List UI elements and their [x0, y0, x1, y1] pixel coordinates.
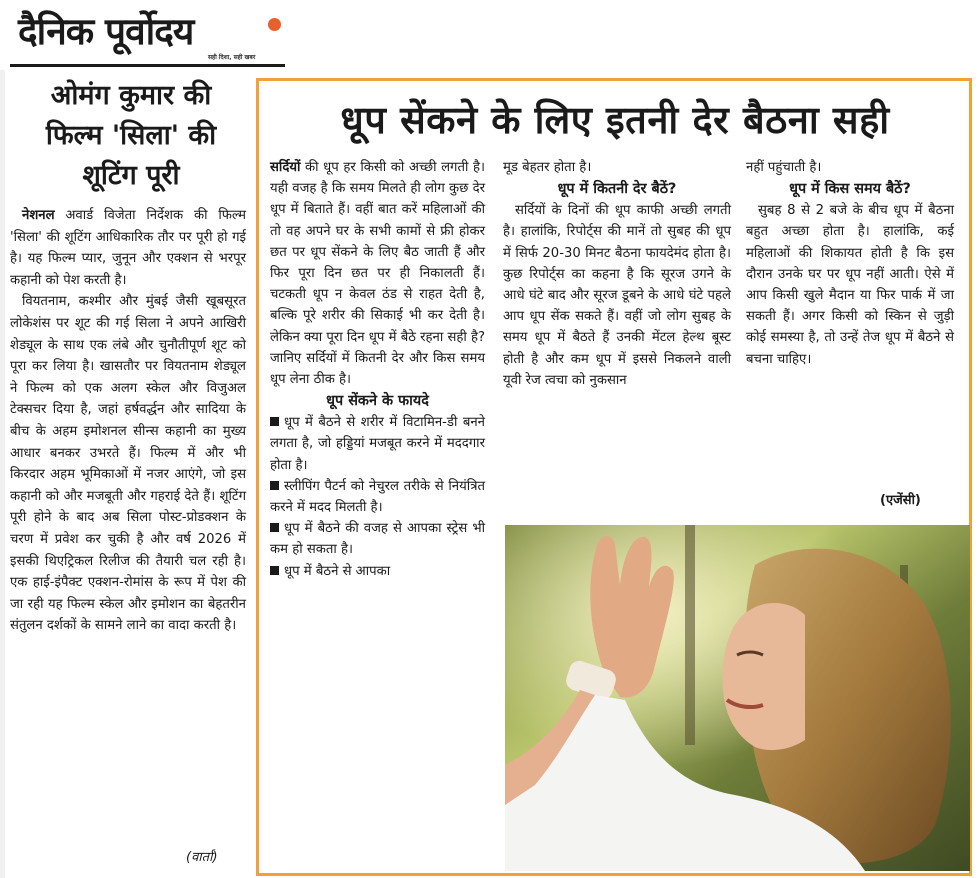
benefit-text: धूप में बैठने की वजह से आपका स्ट्रेस भी कम हो सकता है। — [270, 521, 485, 558]
benefit-item — [270, 476, 485, 518]
benefit-text: धूप में बैठने से आपका — [284, 563, 391, 579]
left-story-para: वियतनाम, कश्मीर और मुंबई जैसी खूबसूरत लोकेशंस पर शूट की गई सिला ने अपने आखिरी शेड्यूल के साथ एक लंबे और चुनौतीपूर्ण शूट को पूरा कर लिया है। खासतौर पर वियतनाम शेड्यूल ने फिल्म को एक अलग स्केल और विजुअल टेक्सचर दिया है, जहां हर्षवर्द्धन और सादिया के बीच के अहम इमोशनल सीन्स कहानी का मुख्य आधार बनकर उभरते हैं। फिल्म में और भी किरदार अहम भूमिकाओं में नजर आएंगे, जो इस कहानी को और मजबूती और गहराई देते हैं। शूटिंग पूरी होने के बाद अब सिला पोस्ट-प्रोडक्शन के चरण में प्रवेश कर चुकी है और वर्ष 2026 में इसकी थिएट्रिकल रिलीज की तैयारी चल रही है। एक हाई-इंपैक्ट एक्शन-रोमांस के रूप में पेश की जा रही यह फिल्म स्केल और इमोशन का बेहतरीन संतुलन दर्शकों के सामने लाने का वादा करती है। — [10, 294, 246, 634]
square-bullet-icon — [270, 566, 279, 575]
time-text: सुबह 8 से 2 बजे के बीच धूप में बैठना बहुत अच्छा होता है। हालांकि, कई महिलाओं की शिकायत होती है कि इस दौरान उनके घर पर धूप नहीं आती। ऐसे में आप किसी खुले मैदान या फिर पार्क में जा सकती हैं। अगर किसी को स्किन से जुड़ी कोई समस्या है, तो उन्हें तेज धूप में बैठने से बचना चाहिए। — [746, 203, 954, 367]
left-story-credit: (वार्ता) — [186, 850, 218, 865]
masthead-rule — [10, 64, 285, 67]
time-heading: धूप में किस समय बैठें? — [789, 181, 911, 198]
square-bullet-icon — [270, 417, 279, 426]
benefit-item — [270, 561, 485, 582]
main-story-credit: (एजेंसी) — [880, 493, 921, 508]
square-bullet-icon — [270, 523, 279, 532]
newspaper-title: दैनिक पूर्वोदय — [18, 10, 194, 53]
left-story-headline: ओमंग कुमार की फिल्म 'सिला' की शूटिंग पूरी — [45, 80, 217, 191]
column-continuation: नहीं पहुंचाती है। — [746, 160, 822, 175]
page-edge-shade — [0, 70, 5, 878]
left-story-para1-text: अवार्ड विजेता निर्देशक की फिल्म 'सिला' की शूटिंग आधिकारिक तौर पर पूरी हो गई है। यह फिल्म प्यार, जुनून और एक्शन से भरपूर कहानी को पेश करती है। — [10, 208, 246, 288]
main-story-column-1 — [270, 157, 485, 582]
benefit-item — [270, 412, 485, 476]
left-story-para — [10, 205, 246, 291]
logo-dot-icon — [268, 18, 281, 31]
main-story-intro-text: की धूप हर किसी को अच्छी लगती है। यही वजह है कि समय मिलते ही लोग कुछ देर धूप में बिताते हैं। वहीं बात करें महिलाओं की तो वह अपने घर के सभी कामों से फ्री होकर छत पर धूप सेंकने के लिए बैठ जाती हैं और फिर पूरा दिन छत पर ही निकालती हैं। चटकती धूप न केवल ठंड से राहत देती है, बल्कि पूरे शरीर की सिकाई भी कर देती है। लेकिन क्या पूरा दिन धूप में बैठे रहना सही है? जानिए सर्दियों में कितनी देर और किस समय धूप लेना ठीक है। — [270, 160, 485, 388]
benefits-heading: धूप सेंकने के फायदे — [326, 393, 429, 410]
main-story-column-3 — [746, 157, 954, 370]
left-story-body — [10, 205, 246, 637]
column-continuation: मूड बेहतर होता है। — [503, 160, 592, 175]
main-story-headline: धूप सेंकने के लिए इतनी देर बैठना सही — [340, 98, 890, 142]
duration-text: सर्दियों के दिनों की धूप काफी अच्छी लगती है। हालांकि, रिपोर्ट्स की मानें तो सुबह की धूप में सिर्फ 20-30 मिनट बैठना फायदेमंद होता है। कुछ रिपोर्ट्स का कहना है कि सूरज उगने के आधे घंटे बाद और सूरज डूबने के आधे घंटे पहले आप धूप सेंक सकते हैं। वहीं जो लोग सुबह के समय धूप में बैठते हैं उनकी मेंटल हेल्थ बूस्ट होती है और कम धूप में इससे निकलने वाली यूवी रेज त्वचा को नुकसान — [503, 203, 731, 388]
square-bullet-icon — [270, 481, 279, 490]
duration-heading: धूप में कितनी देर बैठें? — [557, 181, 677, 198]
benefit-text: धूप में बैठने से शरीर में विटामिन-डी बनने लगता है, जो हड्डियां मजबूत करने में मददगार होता है। — [270, 415, 485, 473]
main-story-intro — [270, 157, 485, 390]
newspaper-tagline: सही दिशा, सही खबर — [208, 54, 256, 61]
sunbathing-woman-photo — [505, 525, 970, 871]
benefit-item — [270, 518, 485, 560]
left-story-lead-word: नेशनल — [22, 208, 55, 223]
main-story-lead-word: सर्दियों — [270, 160, 301, 175]
benefit-text: स्लीपिंग पैटर्न को नेचुरल तरीके से नियंत्रित करने में मदद मिलती है। — [270, 478, 485, 516]
main-story-column-2 — [503, 157, 731, 391]
masthead — [10, 4, 285, 66]
